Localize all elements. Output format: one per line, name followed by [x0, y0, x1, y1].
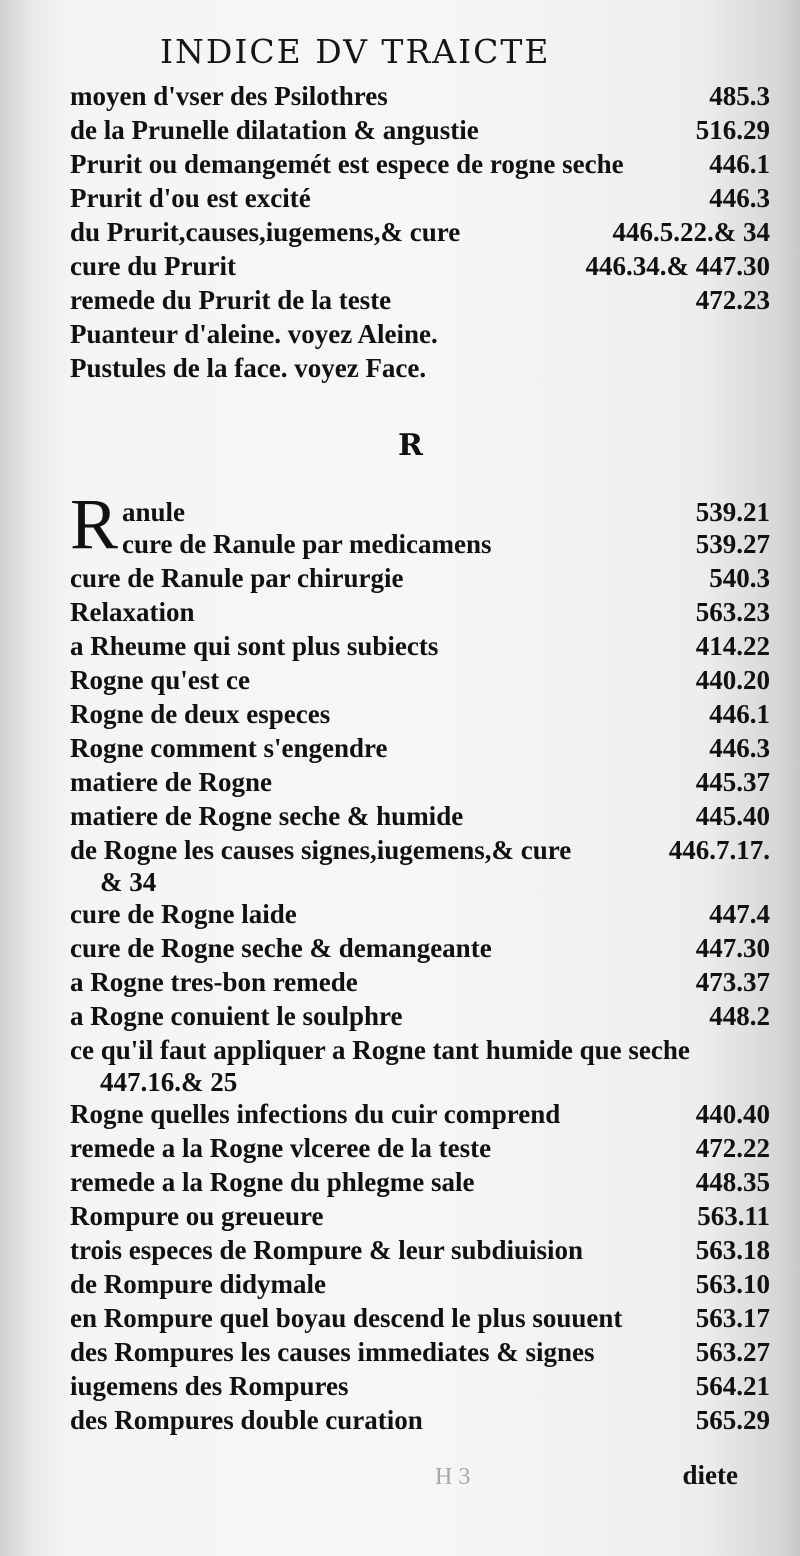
index-entry — [70, 1370, 770, 1402]
index-entry — [70, 250, 770, 282]
index-entry — [70, 1404, 770, 1436]
page-header: INDICE DV TRAICTE — [160, 32, 551, 71]
entry-text: cure de Rogne seche & demangeante — [70, 933, 492, 963]
index-entry — [70, 1200, 770, 1232]
entry-text: des Rompures double curation — [70, 1405, 423, 1435]
entry-text: a Rheume qui sont plus subiects — [70, 631, 439, 661]
entry-ref: 447.4 — [709, 899, 770, 929]
catchword: diete — [682, 1460, 738, 1490]
index-entry — [70, 182, 770, 214]
index-entry — [70, 1034, 770, 1066]
entry-ref: 446.1 — [709, 699, 770, 729]
entry-text: anule — [122, 497, 186, 527]
entry-text: du Prurit,causes,iugemens,& cure — [70, 217, 461, 247]
entry-ref: 446.7.17. — [668, 835, 770, 865]
entry-text: Relaxation — [70, 597, 195, 627]
index-entry — [70, 698, 770, 730]
signature-mark: H 3 — [435, 1464, 471, 1490]
entry-ref: 446.5.22.& 34 — [612, 217, 770, 247]
index-entry — [70, 114, 770, 146]
entry-text: cure de Rogne laide — [70, 899, 297, 929]
index-entry — [70, 1234, 770, 1266]
entry-ref: 563.18 — [695, 1235, 770, 1265]
index-entry — [70, 1302, 770, 1334]
index-entry — [70, 966, 770, 998]
entry-text: a Rogne tres-bon remede — [70, 967, 358, 997]
entry-text: Puanteur d'aleine. voyez Aleine. — [70, 319, 438, 349]
entry-ref: 445.40 — [695, 801, 770, 831]
entry-ref: 472.22 — [695, 1133, 770, 1163]
index-entry — [70, 1098, 770, 1130]
index-entry — [70, 732, 770, 764]
entry-ref: 564.21 — [695, 1371, 770, 1401]
entry-ref: 446.3 — [709, 733, 770, 763]
entry-ref: 446.3 — [709, 183, 770, 213]
entry-ref: 440.40 — [695, 1099, 770, 1129]
entry-ref: 445.37 — [695, 767, 770, 797]
entry-text: de Rogne les causes signes,iugemens,& cure — [70, 835, 572, 865]
section-letter: R — [398, 428, 423, 463]
index-entry — [70, 630, 770, 662]
entry-text: 447.16.& 25 — [100, 1067, 238, 1097]
entry-text: de Rompure didymale — [70, 1269, 327, 1299]
entry-text: Rogne qu'est ce — [70, 665, 250, 695]
entry-ref: 563.17 — [695, 1303, 770, 1333]
index-entry — [70, 1268, 770, 1300]
entry-ref: 563.23 — [695, 597, 770, 627]
index-entry — [70, 596, 770, 628]
entry-text: iugemens des Rompures — [70, 1371, 349, 1401]
entry-text: Rogne de deux especes — [70, 699, 331, 729]
entry-text: Rompure ou greueure — [70, 1201, 324, 1231]
entry-ref: 516.29 — [695, 115, 770, 145]
index-entry — [70, 80, 770, 112]
entry-text: Pustules de la face. voyez Face. — [70, 353, 427, 383]
index-entry — [70, 1336, 770, 1368]
index-entry — [70, 664, 770, 696]
index-entry — [70, 932, 770, 964]
entry-ref: 473.37 — [695, 967, 770, 997]
entry-text: Rogne quelles infections du cuir comprend — [70, 1099, 561, 1129]
entry-ref: 447.30 — [695, 933, 770, 963]
index-entry — [122, 496, 770, 528]
index-entry — [70, 1166, 770, 1198]
index-entry — [70, 562, 770, 594]
entry-ref: 563.11 — [697, 1201, 770, 1231]
index-entry — [122, 528, 770, 560]
index-entry — [70, 148, 770, 180]
entry-text: Prurit ou demangemét est espece de rogne seche — [70, 149, 624, 179]
entry-ref: 485.3 — [709, 81, 770, 111]
entry-text: Prurit d'ou est excité — [70, 183, 311, 213]
entry-text: cure de Ranule par medicamens — [122, 529, 492, 559]
entry-ref: 565.29 — [695, 1405, 770, 1435]
entry-ref: 446.1 — [709, 149, 770, 179]
entry-ref: 563.10 — [695, 1269, 770, 1299]
entry-ref: 539.27 — [695, 529, 770, 559]
entry-ref: 414.22 — [695, 631, 770, 661]
entry-text: matiere de Rogne seche & humide — [70, 801, 464, 831]
index-entry — [70, 284, 770, 316]
index-entry — [70, 318, 770, 350]
index-entry-continuation — [100, 866, 770, 898]
entry-text: remede du Prurit de la teste — [70, 285, 392, 315]
index-entry — [70, 898, 770, 930]
index-entry — [70, 1132, 770, 1164]
entry-ref: 563.27 — [695, 1337, 770, 1367]
entry-ref: 440.20 — [695, 665, 770, 695]
entry-text: moyen d'vser des Psilothres — [70, 81, 388, 111]
entry-text: remede a la Rogne vlceree de la teste — [70, 1133, 492, 1163]
entry-text: ce qu'il faut appliquer a Rogne tant humide que seche — [70, 1035, 690, 1065]
entry-ref: 472.23 — [695, 285, 770, 315]
entry-ref: 539.21 — [695, 497, 770, 527]
entry-text: en Rompure quel boyau descend le plus souuent — [70, 1303, 623, 1333]
entry-text: cure de Ranule par chirurgie — [70, 563, 404, 593]
entry-text: remede a la Rogne du phlegme sale — [70, 1167, 475, 1197]
index-entry — [70, 766, 770, 798]
entry-ref: 540.3 — [709, 563, 770, 593]
index-entry — [70, 834, 770, 866]
entry-ref: 446.34.& 447.30 — [585, 251, 770, 281]
entry-text: a Rogne conuient le soulphre — [70, 1001, 403, 1031]
entry-text: trois especes de Rompure & leur subdiuision — [70, 1235, 584, 1265]
entry-text: des Rompures les causes immediates & signes — [70, 1337, 595, 1367]
entry-ref: 448.35 — [695, 1167, 770, 1197]
entry-text: cure du Prurit — [70, 251, 236, 281]
index-entry — [70, 800, 770, 832]
entry-text: Rogne comment s'engendre — [70, 733, 388, 763]
entry-text: & 34 — [100, 867, 157, 897]
index-entry — [70, 1000, 770, 1032]
index-entry — [70, 216, 770, 248]
entry-ref: 448.2 — [709, 1001, 770, 1031]
index-entry-continuation — [100, 1066, 770, 1098]
entry-text: de la Prunelle dilatation & angustie — [70, 115, 479, 145]
drop-cap: R — [70, 484, 119, 564]
entry-text: matiere de Rogne — [70, 767, 272, 797]
index-entry — [70, 352, 770, 384]
